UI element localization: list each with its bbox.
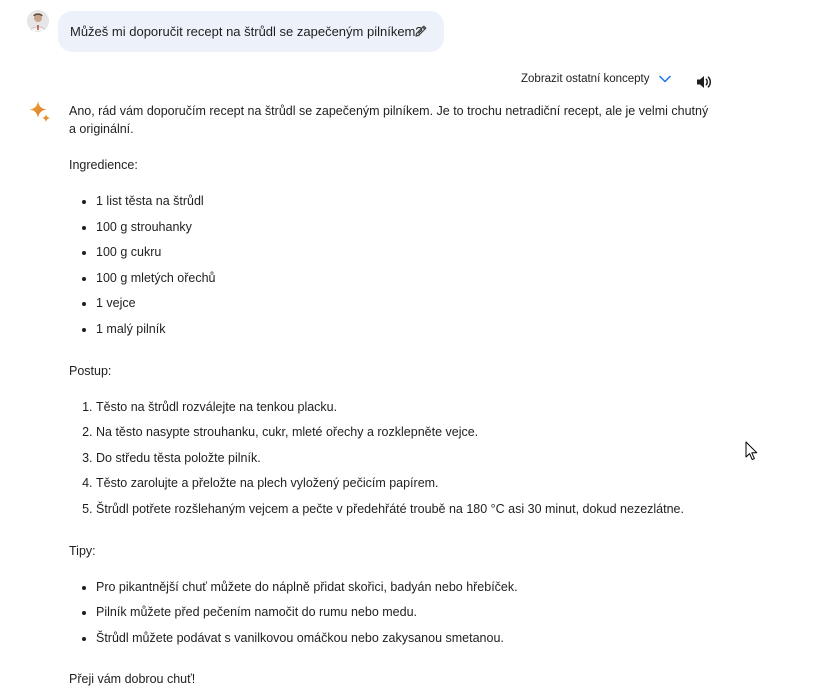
assistant-response [69, 102, 709, 688]
tips-list [69, 578, 709, 655]
ingredients-list [69, 192, 709, 346]
ingredients-heading: Ingredience: [69, 158, 138, 172]
ingredient-item: • 100 g cukru [96, 243, 709, 269]
steps-list [69, 398, 709, 526]
tip-item: • Pilník můžete před pečením namočit do rumu nebo medu. [96, 603, 709, 629]
tip-item: • Pro pikantnější chuť můžete do náplně přidat skořici, badyán nebo hřebíček. [96, 578, 709, 604]
response-closing: Přeji vám dobrou chuť! [69, 672, 196, 687]
ingredient-item: • 1 malý pilník [96, 320, 709, 346]
step-item: 3. Do středu těsta položte pilník. [96, 449, 709, 475]
ingredient-item: • 100 g strouhanky [96, 218, 709, 244]
step-item: 2. Na těsto nasypte strouhanku, cukr, mleté ořechy a rozklepněte vejce. [96, 423, 709, 449]
tips-heading: Tipy: [69, 543, 96, 558]
show-drafts-button[interactable] [521, 73, 671, 85]
ingredient-item: • 100 g mletých ořechů [96, 269, 709, 295]
step-item: 5. Štrůdl potřete rozšlehaným vejcem a pečte v předehřáté troubě na 180 °C asi 30 minut, dokud nezezlátne. [96, 500, 709, 526]
speaker-icon [695, 73, 713, 91]
steps-heading: Postup: [69, 363, 112, 378]
user-avatar-icon [27, 10, 49, 32]
mouse-pointer-icon [745, 441, 759, 462]
user-prompt-bubble [58, 11, 444, 52]
step-item: 4. Těsto zarolujte a přeložte na plech vyložený pečicím papírem. [96, 474, 709, 500]
response-intro: Ano, rád vám doporučím recept na štrůdl se zapečeným pilníkem. Je to trochu netradiční recept, ale je velmi chutný a originální. [69, 104, 709, 136]
chevron-down-icon [659, 75, 671, 83]
tip-item: • Štrůdl můžete podávat s vanilkovou omáčkou nebo zakysanou smetanou. [96, 629, 709, 655]
ingredient-item: • 1 list těsta na štrůdl [96, 192, 709, 218]
assistant-sparkle-icon [28, 100, 52, 124]
read-aloud-button[interactable] [695, 73, 713, 91]
ingredient-item: • 1 vejce [96, 294, 709, 320]
pencil-icon [413, 23, 429, 39]
sparkle-icon [28, 100, 52, 124]
user-prompt-text: Můžeš mi doporučit recept na štrůdl se zapečeným pilníkem? [70, 24, 423, 39]
user-avatar[interactable] [27, 10, 49, 32]
step-item: 1. Těsto na štrůdl rozválejte na tenkou placku. [96, 398, 709, 424]
arrow-cursor-icon [745, 441, 759, 462]
show-drafts-label: Zobrazit ostatní koncepty [521, 73, 650, 85]
edit-prompt-button[interactable] [413, 23, 429, 39]
